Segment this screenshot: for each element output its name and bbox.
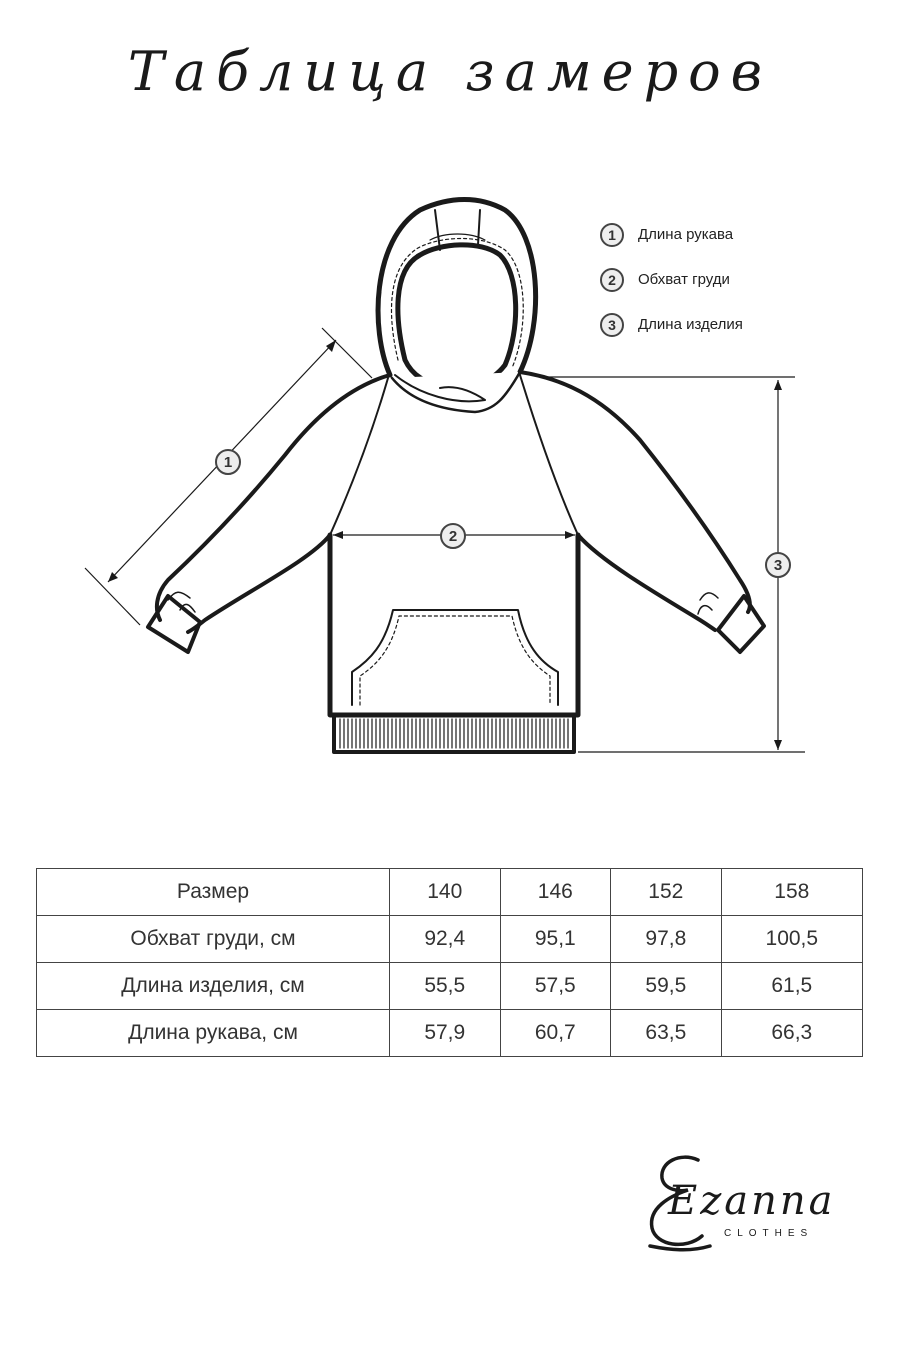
marker-2 [441,524,465,548]
left-sleeve [157,375,390,632]
right-sleeve [520,372,750,630]
brand-name: Ezanna [668,1178,836,1224]
row-label: Длина изделия, см [37,963,390,1010]
brand-logo [640,1150,860,1260]
legend-label: Обхват груди [638,271,730,288]
table-row [37,1010,863,1057]
table-cell: 61,5 [721,963,862,1010]
table-cell: 66,3 [721,1010,862,1057]
legend-label: Длина рукава [638,226,734,243]
table-row [37,963,863,1010]
table-cell: 60,7 [500,1010,611,1057]
marker-1-label: 1 [223,454,233,471]
table-cell: 59,5 [611,963,722,1010]
table-header-label: Размер [37,869,390,916]
page-title: Таблица замеров [127,40,773,103]
marker-1 [216,450,240,474]
legend-item-chest [600,257,743,302]
row-label: Длина рукава, см [37,1010,390,1057]
legend-label: Длина изделия [638,316,743,333]
table-header-cell: 158 [721,869,862,916]
table-cell: 95,1 [500,916,611,963]
marker-3 [766,553,790,577]
legend-number: 3 [600,313,624,337]
table-cell: 97,8 [611,916,722,963]
hoodie-diagram [0,180,900,800]
legend-number: 1 [600,223,624,247]
legend-item-length [600,302,743,347]
body-outline [330,535,578,715]
marker-2-label: 2 [448,528,458,545]
table-cell: 57,9 [390,1010,501,1057]
right-cuff [718,596,764,652]
table-header-cell: 152 [611,869,722,916]
marker-3-label: 3 [773,557,783,574]
row-label: Обхват груди, см [37,916,390,963]
table-row [37,916,863,963]
table-header-row [37,869,863,916]
legend-item-sleeve [600,212,743,257]
table-header-cell: 140 [390,869,501,916]
waistband [334,715,574,752]
table-cell: 92,4 [390,916,501,963]
table-cell: 55,5 [390,963,501,1010]
size-table [36,868,863,1057]
kangaroo-pocket [352,610,558,705]
table-cell: 100,5 [721,916,862,963]
table-cell: 57,5 [500,963,611,1010]
table-cell: 63,5 [611,1010,722,1057]
legend [600,212,743,347]
table-header-cell: 146 [500,869,611,916]
brand-tagline: CLOTHES [724,1228,814,1239]
legend-number: 2 [600,268,624,292]
